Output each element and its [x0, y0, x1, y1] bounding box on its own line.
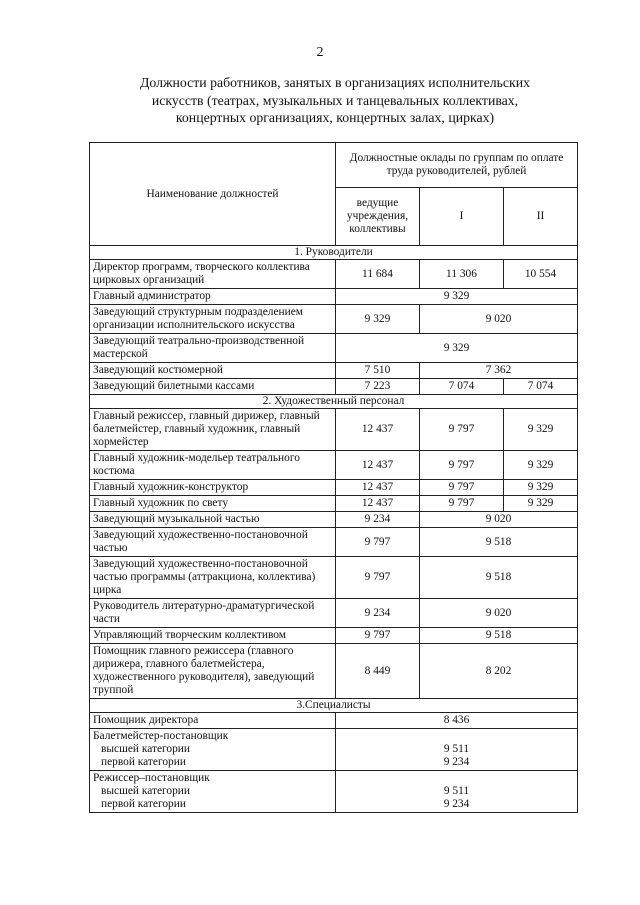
salary-value: 9 329: [504, 409, 578, 451]
salary-value: [336, 729, 578, 771]
salary-value: 9 020: [420, 512, 578, 528]
position-name: [90, 379, 336, 395]
position-name: [90, 729, 336, 771]
salary-value: 9 329: [504, 480, 578, 496]
salary-value: 12 437: [336, 451, 420, 480]
salary-value: 8 202: [420, 644, 578, 699]
table-row: [90, 644, 578, 699]
section-row: [90, 395, 578, 409]
position-name: [90, 363, 336, 379]
salary-value-line: 9 234: [443, 756, 470, 768]
position-name: [90, 289, 336, 305]
salary-value: 7 223: [336, 379, 420, 395]
position-name: [90, 557, 336, 599]
position-title: Заведующий структурным подразделением организации исполнительского искусства: [93, 306, 303, 331]
position-category: первой категории: [101, 756, 186, 768]
salary-value: 7 510: [336, 363, 420, 379]
header-salary-group: Должностные оклады по группам по оплате труда руководителей, рублей: [336, 143, 578, 188]
position-name: [90, 512, 336, 528]
header-leading-institutions: ведущие учреждения, коллективы: [336, 187, 420, 245]
header-group-ii: II: [504, 187, 578, 245]
position-category: первой категории: [101, 798, 186, 810]
position-name: [90, 628, 336, 644]
salary-value: 7 074: [504, 379, 578, 395]
position-name: [90, 451, 336, 480]
position-name: [90, 713, 336, 729]
position-title: Главный администратор: [93, 290, 211, 302]
salary-value: 9 797: [420, 496, 504, 512]
position-title: Режиссер–постановщик: [93, 772, 210, 784]
position-title: Руководитель литературно-драматургической части: [93, 600, 315, 625]
table-row: [90, 557, 578, 599]
salary-value: 9 020: [420, 599, 578, 628]
header-group-i: I: [420, 187, 504, 245]
salary-value: [336, 771, 578, 813]
table-row: [90, 451, 578, 480]
position-category: высшей категории: [101, 743, 190, 755]
salary-value: 11 306: [420, 260, 504, 289]
title-line: Должности работников, занятых в организациях исполнительских: [139, 75, 531, 90]
section-row: [90, 246, 578, 260]
position-name: [90, 334, 336, 363]
table-row: [90, 260, 578, 289]
table-row: [90, 713, 578, 729]
title-line: искусств (театрах, музыкальных и танцевальных коллективах,: [151, 92, 519, 108]
table-header: [90, 143, 578, 246]
table-row: [90, 599, 578, 628]
salary-value: 9 797: [336, 557, 420, 599]
salary-value: 7 074: [420, 379, 504, 395]
salary-value: 9 797: [420, 480, 504, 496]
section-row: [90, 699, 578, 713]
salary-value: 9 329: [504, 451, 578, 480]
position-title: Директор программ, творческого коллектива цирковых организаций: [93, 261, 310, 286]
salary-value: 9 329: [336, 305, 420, 334]
salary-value-line: 9 234: [443, 798, 470, 810]
position-title: Помощник главного режиссера (главного дирижера, главного балетмейстера, художественного руководителя), заведующий труппой: [93, 645, 315, 696]
salary-value: 9 234: [336, 512, 420, 528]
salary-value: 9 797: [336, 528, 420, 557]
position-title: Заведующий театрально-производственной мастерской: [93, 335, 305, 360]
section-title: 1. Руководители: [90, 246, 578, 260]
salary-value: 12 437: [336, 480, 420, 496]
table-row: [90, 480, 578, 496]
table-row: [90, 409, 578, 451]
position-title: Заведующий художественно-постановочной частью: [93, 529, 308, 554]
position-title: Заведующий музыкальной частью: [93, 513, 260, 525]
position-title: Заведующий художественно-постановочной частью программы (аттракциона, коллектива) цирка: [93, 558, 316, 596]
table-row: [90, 379, 578, 395]
salary-value: 9 518: [420, 628, 578, 644]
header-name-column: Наименование должностей: [90, 143, 336, 246]
document-title: [110, 74, 560, 127]
page-number: 2: [316, 45, 324, 60]
position-name: [90, 496, 336, 512]
position-name: [90, 599, 336, 628]
table-body: [90, 246, 578, 813]
salary-value: 9 518: [420, 557, 578, 599]
salary-value-line: 9 511: [443, 743, 470, 755]
position-name: [90, 480, 336, 496]
position-name: [90, 305, 336, 334]
table-row: [90, 363, 578, 379]
title-line: концертных организациях, концертных залах, цирках): [175, 110, 495, 125]
table-row: [90, 729, 578, 771]
salary-value: 12 437: [336, 496, 420, 512]
position-title: Главный художник по свету: [93, 497, 229, 509]
position-title: Главный режиссер, главный дирижер, главный балетмейстер, главный художник, главный хормейстер: [93, 410, 320, 448]
salary-value: 9 020: [420, 305, 578, 334]
salary-value: 8 436: [336, 713, 578, 729]
salary-value-line: 9 511: [443, 785, 470, 797]
table-row: [90, 334, 578, 363]
position-name: [90, 644, 336, 699]
salary-value: 8 449: [336, 644, 420, 699]
salary-value: 9 329: [504, 496, 578, 512]
salary-value: 7 362: [420, 363, 578, 379]
position-title: Заведующий билетными кассами: [93, 380, 255, 392]
position-name: [90, 528, 336, 557]
table-row: [90, 771, 578, 813]
salary-value: 9 518: [420, 528, 578, 557]
position-name: [90, 771, 336, 813]
position-title: Балетмейстер-постановщик: [93, 730, 229, 742]
table-row: [90, 305, 578, 334]
position-title: Главный художник-конструктор: [93, 481, 249, 493]
salary-value: 12 437: [336, 409, 420, 451]
salary-value: 11 684: [336, 260, 420, 289]
section-title: 2. Художественный персонал: [90, 395, 578, 409]
position-name: [90, 409, 336, 451]
salary-value: 10 554: [504, 260, 578, 289]
table-row: [90, 289, 578, 305]
section-title: 3.Специалисты: [90, 699, 578, 713]
position-title: Главный художник-модельер театрального костюма: [93, 452, 300, 477]
salary-value: 9 797: [420, 409, 504, 451]
salary-table: [89, 142, 578, 813]
position-name: [90, 260, 336, 289]
salary-value: 9 234: [336, 599, 420, 628]
salary-value: 9 797: [420, 451, 504, 480]
position-title: Заведующий костюмерной: [93, 364, 223, 376]
table-row: [90, 628, 578, 644]
position-title: Помощник директора: [93, 714, 199, 726]
table-row: [90, 496, 578, 512]
table-row: [90, 512, 578, 528]
salary-value: 9 797: [336, 628, 420, 644]
position-title: Управляющий творческим коллективом: [93, 629, 286, 641]
salary-value: 9 329: [336, 334, 578, 363]
position-category: высшей категории: [101, 785, 190, 797]
salary-value: 9 329: [336, 289, 578, 305]
table-row: [90, 528, 578, 557]
